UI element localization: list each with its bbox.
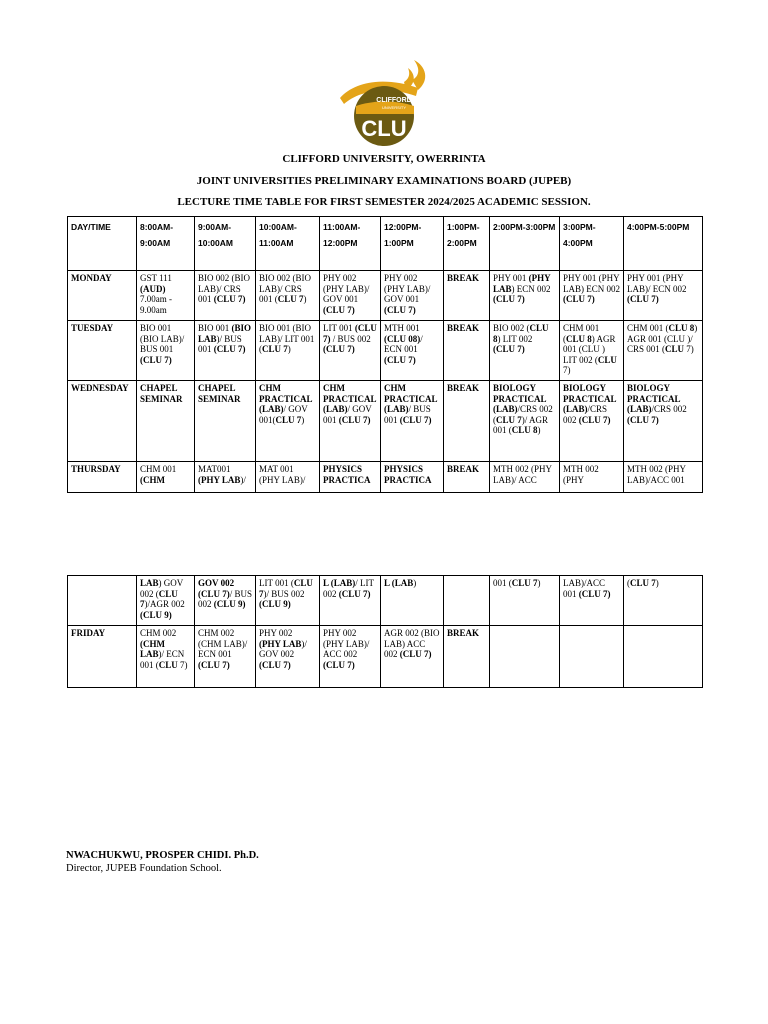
timetable-cell: CHM 002 (CHM LAB)/ ECN 001 (CLU 7) [195,626,256,688]
timetable-cell: CHM PRACTICAL (LAB)/ GOV 001(CLU 7) [256,381,320,462]
day-row [68,271,703,321]
day-row [68,626,703,688]
timetable-cell: MTH 002 (PHY LAB)/ACC 001 [624,462,703,493]
director-name: NWACHUKWU, PROSPER CHIDI. Ph.D. [66,850,259,861]
timetable-cell: BIOLOGY PRACTICAL (LAB)/CRS 002 (CLU 7) [624,381,703,462]
timetable-cell: CHAPEL SEMINAR [137,381,195,462]
time-header-cell: 8:00AM-9:00AM [137,217,195,271]
timetable-cell: CHM 002 (CHM LAB)/ ECN 001 (CLU 7) [137,626,195,688]
timetable-cell: BIO 001 (BIO LAB)/ BUS 001 (CLU 7) [195,321,256,381]
timetable-cell: LAB)/ACC 001 (CLU 7) [560,576,624,626]
timetable-title: LECTURE TIME TABLE FOR FIRST SEMESTER 2024/2025 ACADEMIC SESSION. [177,196,591,208]
timetable-cell: BIO 002 (BIO LAB)/ CRS 001 (CLU 7) [256,271,320,321]
timetable-cell: GOV 002 (CLU 7)/ BUS 002 (CLU 9) [195,576,256,626]
timetable-cell: MAT001 (PHY LAB)/ [195,462,256,493]
timetable-cell: PHY 002 (PHY LAB)/ GOV 002 (CLU 7) [256,626,320,688]
timetable-cell: PHY 001 (PHY LAB) ECN 002 (CLU 7) [490,271,560,321]
timetable-cell: 001 (CLU 7) [490,576,560,626]
timetable-cell: PHY 001 (PHY LAB) ECN 002 (CLU 7) [560,271,624,321]
university-name: CLIFFORD UNIVERSITY, OWERRINTA [282,153,486,165]
day-cell: MONDAY [68,271,137,321]
timetable-cell [490,626,560,688]
timetable-cell: LAB) GOV 002 (CLU 7)/AGR 002 (CLU 9) [137,576,195,626]
timetable-cell: (CLU 7) [624,576,703,626]
timetable-cell: BREAK [444,271,490,321]
timetable-cell: PHY 002 (PHY LAB)/ GOV 001 (CLU 7) [320,271,381,321]
timetable-cell: BREAK [444,626,490,688]
director-title: Director, JUPEB Foundation School. [66,863,222,874]
day-cell: FRIDAY [68,626,137,688]
timetable-cell: BREAK [444,321,490,381]
timetable-cell: PHYSICS PRACTICA [381,462,444,493]
timetable-cell: BIOLOGY PRACTICAL (LAB)/CRS 002 (CLU 7) [560,381,624,462]
time-header-cell: 12:00PM-1:00PM [381,217,444,271]
timetable-cell: CHM 001 (CHM [137,462,195,493]
day-row [68,381,703,462]
timetable-cell: BIO 002 (CLU 8) LIT 002 (CLU 7) [490,321,560,381]
timetable-cell: PHY 002 (PHY LAB)/ ACC 002 (CLU 7) [320,626,381,688]
timetable-cell: PHY 002 (PHY LAB)/ GOV 001 (CLU 7) [381,271,444,321]
day-cell: WEDNESDAY [68,381,137,462]
time-header-cell: 4:00PM-5:00PM [624,217,703,271]
timetable-cell: L (LAB)/ LIT 002 (CLU 7) [320,576,381,626]
timetable-cell: MTH 001 (CLU 08)/ ECN 001 (CLU 7) [381,321,444,381]
timetable-cell: CHM PRACTICAL (LAB)/ BUS 001 (CLU 7) [381,381,444,462]
timetable-cell: BIO 001 (BIO LAB)/ BUS 001 (CLU 7) [137,321,195,381]
day-row [68,576,703,626]
timetable-cell: CHM PRACTICAL (LAB)/ GOV 001 (CLU 7) [320,381,381,462]
timetable-cell: GST 111 (AUD) 7.00am - 9.00am [137,271,195,321]
logo-torch-flame [412,60,425,90]
time-header-cell: 2:00PM-3:00PM [490,217,560,271]
timetable-cell: LIT 001 (CLU 7)/ BUS 002 (CLU 9) [256,576,320,626]
day-cell: TUESDAY [68,321,137,381]
day-row [68,321,703,381]
day-cell [68,576,137,626]
timetable-cell: AGR 002 (BIO LAB) ACC 002 (CLU 7) [381,626,444,688]
timetable-cell: PHYSICS PRACTICA [320,462,381,493]
time-header-cell: 3:00PM-4:00PM [560,217,624,271]
timetable-cell [444,576,490,626]
time-header-cell: 9:00AM-10:00AM [195,217,256,271]
timetable-continued-table [67,575,703,688]
timetable-cell: MAT 001 (PHY LAB)/ [256,462,320,493]
timetable-cell [624,626,703,688]
timetable-cell: BIOLOGY PRACTICAL (LAB)/CRS 002 (CLU 7)/ AGR 001 (CLU 8) [490,381,560,462]
logo-text-main: CLU [361,116,407,141]
time-header-cell: DAY/TIME [68,217,137,271]
timetable-cell: BIO 002 (BIO LAB)/ CRS 001 (CLU 7) [195,271,256,321]
logo-text-sub: UNIVERSITY [381,105,407,110]
timetable-table [67,216,703,493]
time-header-cell: 1:00PM-2:00PM [444,217,490,271]
timetable-cell: L (LAB) [381,576,444,626]
timetable-cell: CHAPEL SEMINAR [195,381,256,462]
timetable-cell: CHM 001 (CLU 8) AGR 001 (CLU ) LIT 002 (CLU 7) [560,321,624,381]
day-row [68,462,703,493]
timetable-cell: CHM 001 (CLU 8) AGR 001 (CLU )/ CRS 001 (CLU 7) [624,321,703,381]
timetable-cell: BIO 001 (BIO LAB)/ LIT 001 (CLU 7) [256,321,320,381]
timetable-cell: BREAK [444,462,490,493]
day-cell: THURSDAY [68,462,137,493]
timetable-cell: MTH 002 (PHY [560,462,624,493]
timetable-cell [560,626,624,688]
logo-text-top: CLIFFORD [376,97,412,104]
header-row [68,217,703,271]
timetable-cell: PHY 001 (PHY LAB)/ ECN 002 (CLU 7) [624,271,703,321]
time-header-cell: 10:00AM-11:00AM [256,217,320,271]
exam-board-title: JOINT UNIVERSITIES PRELIMINARY EXAMINATIONS BOARD (JUPEB) [196,175,572,187]
timetable-cell: MTH 002 (PHY LAB)/ ACC [490,462,560,493]
timetable-cell: BREAK [444,381,490,462]
university-logo [334,58,434,150]
time-header-cell: 11:00AM-12:00PM [320,217,381,271]
timetable-cell: LIT 001 (CLU 7) / BUS 002 (CLU 7) [320,321,381,381]
